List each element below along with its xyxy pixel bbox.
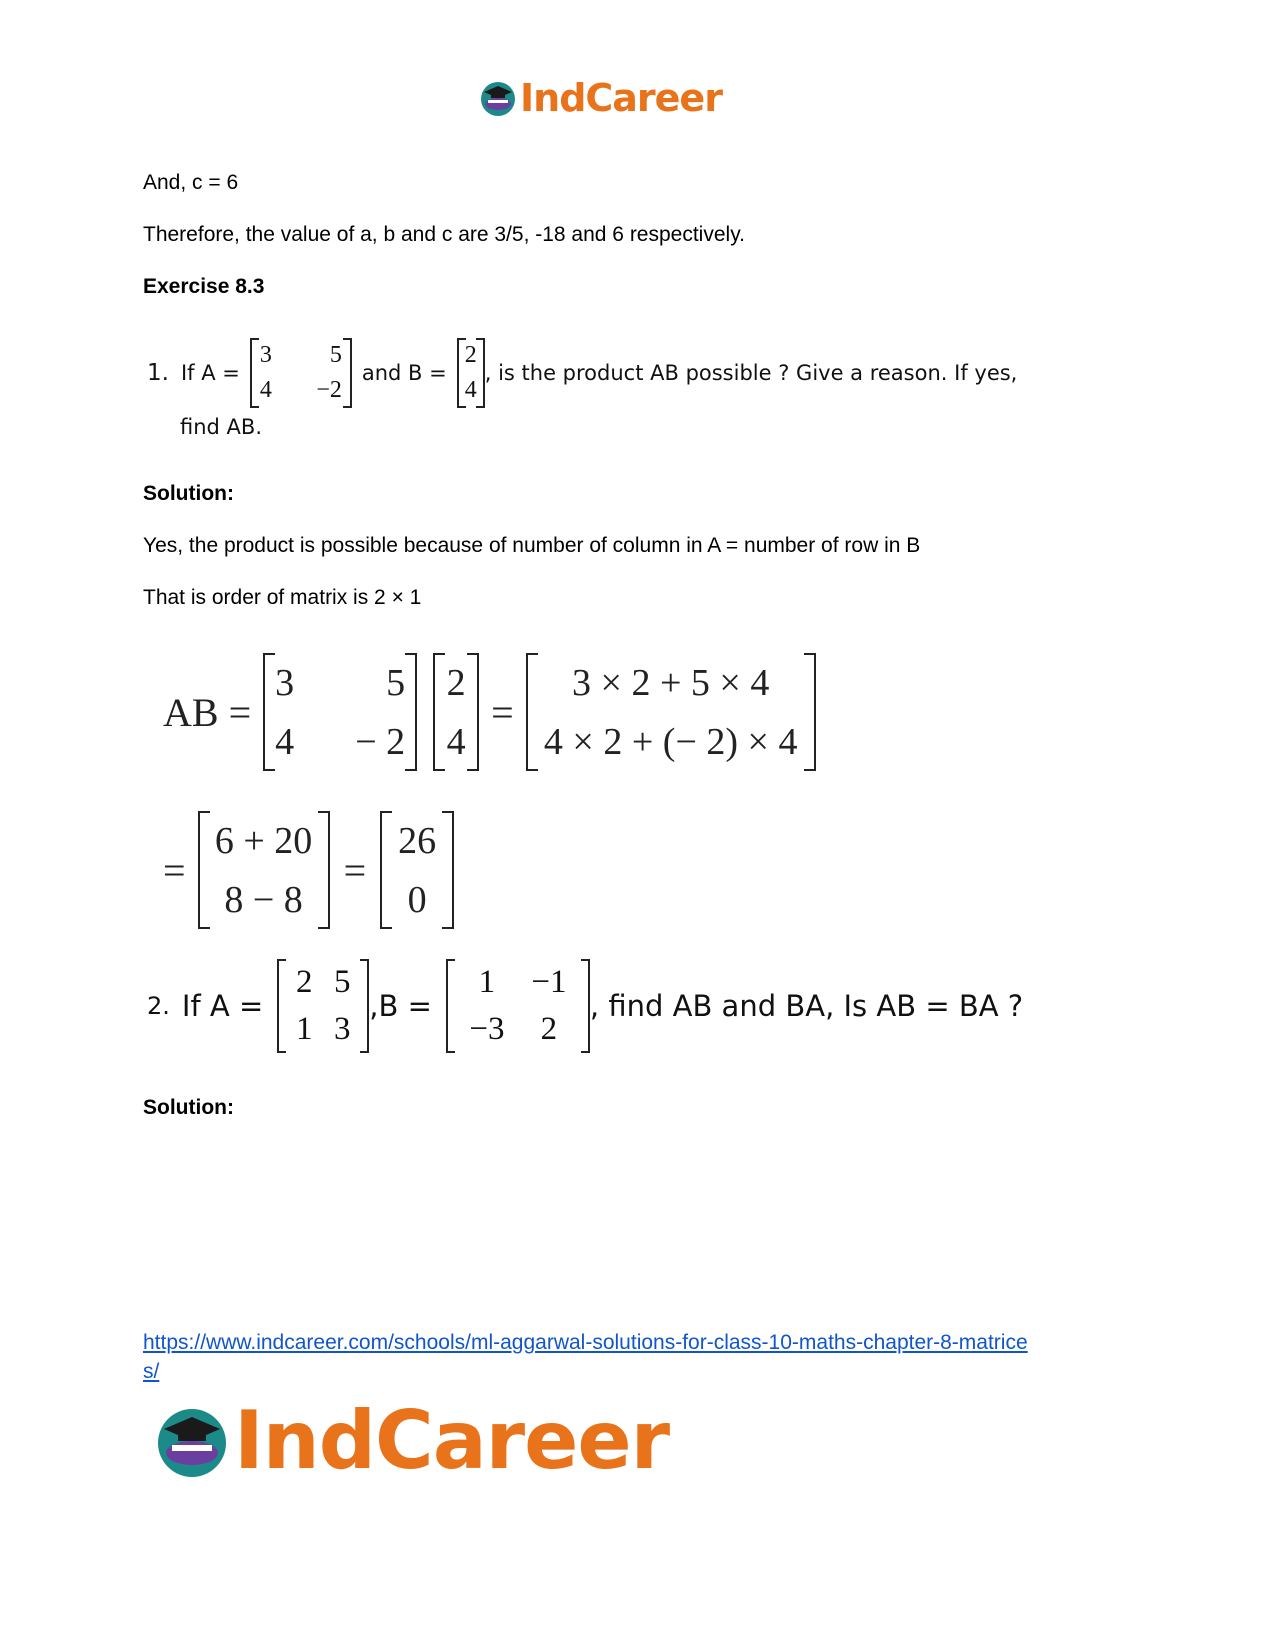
graduation-cap-icon — [152, 1401, 232, 1481]
ab-result-work — [163, 808, 454, 932]
question-1-if-a: If A = — [180, 361, 240, 385]
question-2-number: 2. — [147, 992, 170, 1020]
footer-link-line-2: s/ — [143, 1360, 160, 1383]
question-1-number: 1. — [147, 360, 169, 386]
ab-sums-matrix: 6 + 20 8 − 8 — [198, 811, 330, 929]
therefore-line: Therefore, the value of a, b and c are 3/5, -18 and 6 respectively. — [143, 223, 745, 246]
ab-equals-2: = — [163, 847, 186, 893]
ab-matrix-b: 2 4 — [433, 653, 479, 771]
solution-2-heading: Solution: — [143, 1096, 234, 1119]
question-2-matrix-a: 2 5 1 3 — [277, 959, 369, 1053]
yes-product-line: Yes, the product is possible because of number of column in A = number of row in B — [143, 534, 921, 557]
question-1-matrix-b: 2 4 — [457, 338, 485, 408]
solution-1-heading: Solution: — [143, 482, 234, 505]
question-2 — [147, 958, 1023, 1054]
question-1-matrix-a: 3 5 4 −2 — [250, 338, 352, 408]
and-c-line: And, c = 6 — [143, 171, 239, 194]
header-logo — [478, 76, 722, 120]
header-logo-name: IndCareer — [520, 76, 722, 120]
question-1-and-b: and B = — [361, 361, 447, 385]
ab-result-matrix: 26 0 — [380, 811, 454, 929]
footer-logo — [152, 1396, 669, 1486]
question-1-rest: , is the product AB possible ? Give a reason. If yes, — [484, 361, 1018, 385]
question-1 — [147, 336, 1017, 410]
exercise-heading: Exercise 8.3 — [143, 275, 265, 298]
order-line: That is order of matrix is 2 × 1 — [143, 586, 422, 609]
footer-link[interactable] — [143, 1328, 1028, 1386]
question-2-rest: , find AB and BA, Is AB = BA ? — [589, 989, 1024, 1023]
question-2-b-label: ,B = — [369, 989, 432, 1023]
question-1-find: find AB. — [180, 415, 262, 439]
ab-equals: = — [491, 689, 514, 735]
ab-equals-3: = — [343, 847, 367, 893]
question-2-if-a: If A = — [181, 989, 264, 1023]
ab-lhs: AB = — [163, 689, 252, 735]
footer-link-line-1: https://www.indcareer.com/schools/ml-aggarwal-solutions-for-class-10-maths-chapter-8-matrice — [143, 1331, 1028, 1354]
ab-product-work — [163, 650, 816, 774]
ab-matrix-a: 3 5 4 − 2 — [263, 653, 417, 771]
ab-expanded-matrix: 3 × 2 + 5 × 4 4 × 2 + (− 2) × 4 — [526, 653, 816, 771]
footer-logo-name: IndCareer — [234, 1394, 670, 1487]
question-2-matrix-b: 1 −1 −3 2 — [446, 959, 590, 1053]
graduation-cap-icon — [478, 78, 518, 118]
